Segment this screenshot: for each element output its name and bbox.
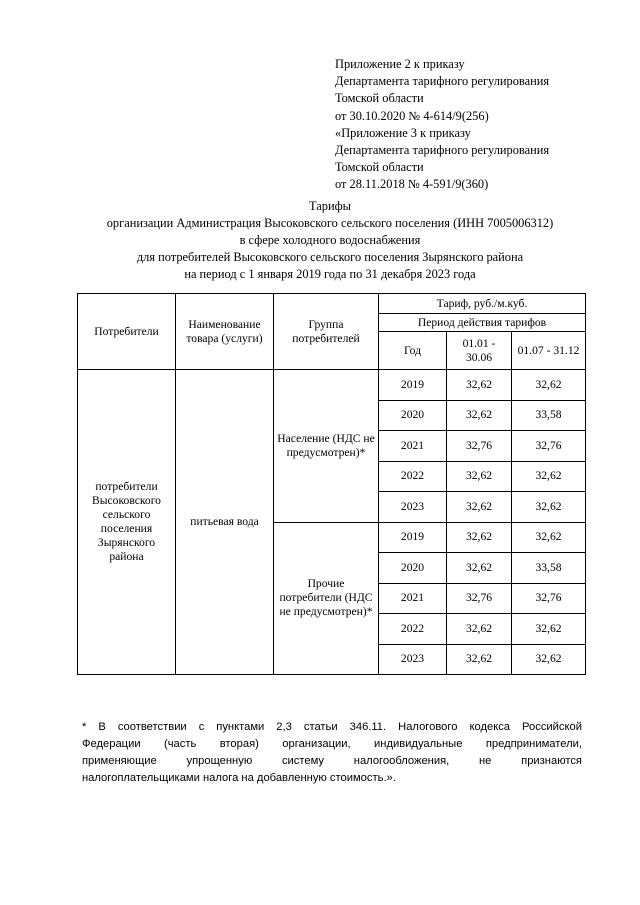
tariff-h2-cell: 32,76	[512, 431, 586, 462]
header-tariff: Тариф, руб./м.куб.	[379, 294, 586, 314]
header-period: Период действия тарифов	[379, 314, 586, 332]
tariff-h1-cell: 32,62	[447, 400, 512, 431]
tariff-h2-cell: 32,62	[512, 614, 586, 645]
group-cell: Население (НДС не предусмотрен)*	[274, 370, 379, 523]
header-year: Год	[379, 332, 447, 370]
footnote-line: * В соответствии с пунктами 2,3 статьи 346.11. Налогового кодекса Российской	[82, 721, 582, 733]
year-cell: 2020	[379, 400, 447, 431]
footnote-line: применяющие упрощенную систему налогообложения, не признаются	[82, 755, 582, 767]
header-line: Департамента тарифного регулирования	[335, 74, 550, 89]
tariff-h1-cell: 32,76	[447, 583, 512, 614]
header-goods: Наименование товара (услуги)	[176, 294, 274, 370]
tariff-h2-cell: 32,62	[512, 644, 586, 675]
year-cell: 2019	[379, 522, 447, 553]
year-cell: 2021	[379, 583, 447, 614]
header-line: от 28.11.2018 № 4-591/9(360)	[335, 177, 489, 192]
title-heading: Тарифы	[309, 199, 351, 213]
tariff-h2-cell: 33,58	[512, 400, 586, 431]
group-cell: Прочие потребители (НДС не предусмотрен)*	[274, 522, 379, 675]
tariff-h2-cell: 32,62	[512, 522, 586, 553]
header-group: Группа потребителей	[274, 294, 379, 370]
consumers-cell: потребители Высоковского сельского поселения Зырянского района	[78, 370, 176, 675]
year-cell: 2023	[379, 644, 447, 675]
title-sphere: в сфере холодного водоснабжения	[239, 233, 421, 247]
footnote-line: Федерации (часть вторая) организации, индивидуальные предприниматели,	[82, 738, 582, 750]
tariff-h1-cell: 32,62	[447, 370, 512, 401]
header-line: Томской области	[335, 160, 424, 175]
table-row	[78, 370, 586, 401]
appendix-header	[335, 56, 625, 194]
year-cell: 2023	[379, 492, 447, 523]
goods-cell: питьевая вода	[176, 370, 274, 675]
header-line: «Приложение 3 к приказу	[335, 125, 471, 140]
tariff-h1-cell: 32,62	[447, 461, 512, 492]
year-cell: 2019	[379, 370, 447, 401]
tariff-table	[77, 293, 586, 675]
tariff-h1-cell: 32,76	[447, 431, 512, 462]
tariff-h2-cell: 32,62	[512, 370, 586, 401]
tariff-h2-cell: 32,62	[512, 492, 586, 523]
tariff-h2-cell: 33,58	[512, 553, 586, 584]
footnote-line: налогоплательщиками налога на добавленную стоимость.».	[82, 772, 396, 784]
tariff-h1-cell: 32,62	[447, 553, 512, 584]
year-cell: 2020	[379, 553, 447, 584]
header-half-1: 01.01 - 30.06	[447, 332, 512, 370]
header-line: Приложение 2 к приказу	[335, 57, 465, 71]
header-line: Департамента тарифного регулирования	[335, 143, 550, 158]
title-consumers: для потребителей Высоковского сельского поселения Зырянского района	[136, 250, 524, 264]
header-line: от 30.10.2020 № 4-614/9(256)	[335, 108, 489, 123]
tariff-h1-cell: 32,62	[447, 644, 512, 675]
header-half-2: 01.07 - 31.12	[512, 332, 586, 370]
tariff-h1-cell: 32,62	[447, 614, 512, 645]
title-period: на период с 1 января 2019 года по 31 декабря 2023 года	[184, 267, 476, 281]
year-cell: 2022	[379, 614, 447, 645]
year-cell: 2021	[379, 431, 447, 462]
tariff-h2-cell: 32,76	[512, 583, 586, 614]
tariff-h1-cell: 32,62	[447, 522, 512, 553]
header-line: Томской области	[335, 91, 424, 106]
year-cell: 2022	[379, 461, 447, 492]
title-organization: организации Администрация Высоковского сельского поселения (ИНН 7005006312)	[106, 216, 554, 230]
table-header-row	[78, 294, 586, 314]
document-title	[60, 198, 600, 283]
tariff-h1-cell: 32,62	[447, 492, 512, 523]
footnote	[82, 719, 582, 787]
header-consumers: Потребители	[78, 294, 176, 370]
tariff-h2-cell: 32,62	[512, 461, 586, 492]
